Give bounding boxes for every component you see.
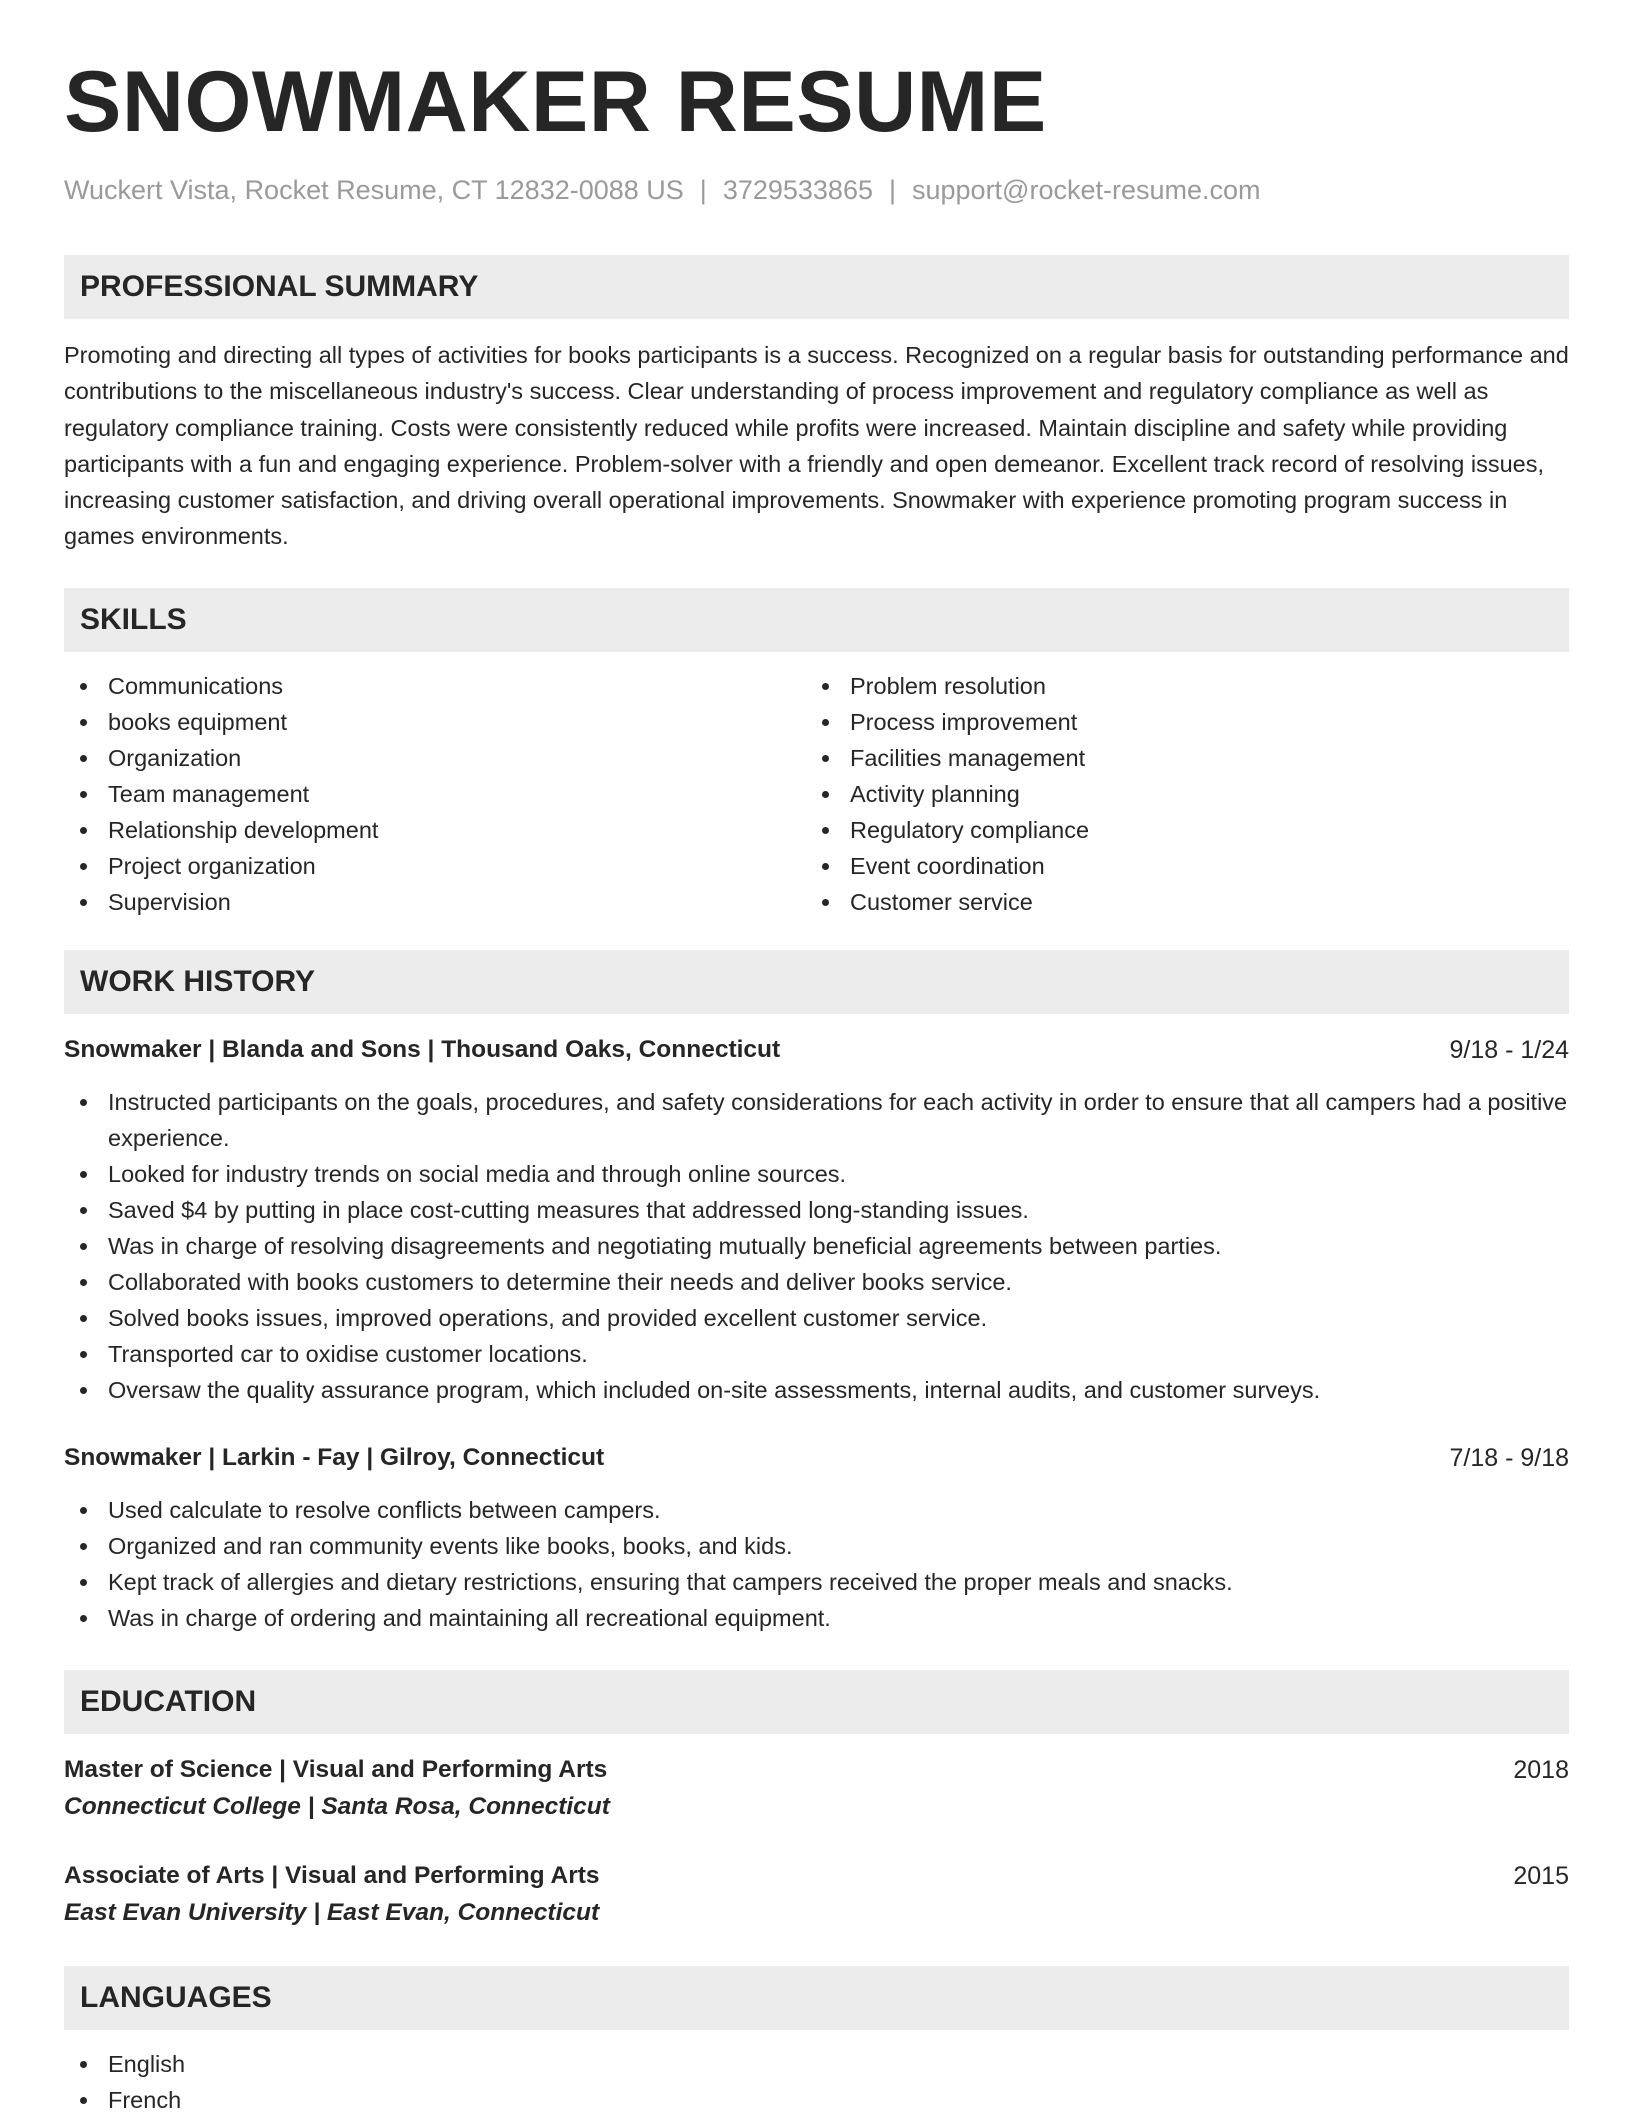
skill-item: Customer service (806, 884, 1548, 920)
education-school: Connecticut College | Santa Rosa, Connecticut (64, 1792, 610, 1820)
skill-item: Problem resolution (806, 668, 1548, 704)
contact-phone: 3729533865 (722, 175, 873, 205)
section-header-education: EDUCATION (64, 1670, 1569, 1734)
education-entry (64, 1752, 1569, 1826)
job-bullet: Organized and ran community events like books, books, and kids. (64, 1528, 1569, 1564)
job-dates: 7/18 - 9/18 (1449, 1443, 1569, 1472)
contact-email: support@rocket-resume.com (912, 175, 1261, 205)
skill-item: Team management (64, 776, 806, 812)
skill-item: Supervision (64, 884, 806, 920)
education-heading-row (64, 1858, 1569, 1894)
resume-title: SNOWMAKER RESUME (64, 54, 1047, 150)
skill-item: Event coordination (806, 848, 1548, 884)
job-bullet: Instructed participants on the goals, procedures, and safety considerations for each activity in order to ensure that all campers had a positive experience. (64, 1084, 1569, 1156)
skills-column-right (806, 668, 1548, 920)
job-bullet: Solved books issues, improved operations, and provided excellent customer service. (64, 1300, 1569, 1336)
education-heading-row (64, 1752, 1569, 1788)
education-degree: Associate of Arts | Visual and Performing Arts (64, 1861, 600, 1889)
skill-item: Activity planning (806, 776, 1548, 812)
job-bullet: Used calculate to resolve conflicts between campers. (64, 1492, 1569, 1528)
language-item: English (64, 2046, 1569, 2082)
job-heading-row (64, 1032, 1569, 1068)
contact-line (64, 174, 1569, 206)
skills-column-left (64, 668, 806, 920)
job-heading-row (64, 1440, 1569, 1476)
summary-text: Promoting and directing all types of activities for books participants is a success. Recognized on a regular basis for outstanding performance and contributions to the miscellaneous industry's success. Clear understanding of process improvement and regulatory compliance as well as regulatory compliance training. Costs were consistently reduced while profits were increased. Maintain discipline and safety while providing participants with a fun and engaging experience. Problem-solver with a friendly and open demeanor. Excellent track record of resolving issues, increasing customer satisfaction, and driving overall operational improvements. Snowmaker with experience promoting program success in games environments. (64, 342, 1569, 550)
section-header-work: WORK HISTORY (64, 950, 1569, 1014)
job-entry (64, 1440, 1569, 1636)
job-dates: 9/18 - 1/24 (1449, 1035, 1569, 1064)
language-list (64, 2046, 1569, 2118)
language-item: French (64, 2082, 1569, 2118)
section-header-summary: PROFESSIONAL SUMMARY (64, 255, 1569, 319)
job-bullet: Was in charge of resolving disagreements and negotiating mutually beneficial agreements between parties. (64, 1228, 1569, 1264)
job-bullet: Transported car to oxidise customer locations. (64, 1336, 1569, 1372)
skill-item: Facilities management (806, 740, 1548, 776)
job-heading: Snowmaker | Blanda and Sons | Thousand Oaks, Connecticut (64, 1035, 781, 1063)
education-year: 2015 (1513, 1861, 1569, 1890)
contact-separator: | (888, 175, 896, 205)
job-bullet: Collaborated with books customers to determine their needs and deliver books service. (64, 1264, 1569, 1300)
skills-grid (64, 668, 1569, 920)
education-school: East Evan University | East Evan, Connecticut (64, 1898, 600, 1926)
job-bullets (64, 1492, 1569, 1636)
skill-item: Project organization (64, 848, 806, 884)
education-entry (64, 1858, 1569, 1932)
skill-item: Regulatory compliance (806, 812, 1548, 848)
job-bullet: Looked for industry trends on social media and through online sources. (64, 1156, 1569, 1192)
contact-address: Wuckert Vista, Rocket Resume, CT 12832-0088 US (64, 175, 684, 205)
education-year: 2018 (1513, 1755, 1569, 1784)
job-bullets (64, 1084, 1569, 1408)
section-header-languages: LANGUAGES (64, 1966, 1569, 2030)
section-header-skills: SKILLS (64, 588, 1569, 652)
skill-item: Organization (64, 740, 806, 776)
contact-separator: | (699, 175, 707, 205)
job-bullet: Was in charge of ordering and maintaining all recreational equipment. (64, 1600, 1569, 1636)
job-bullet: Oversaw the quality assurance program, which included on-site assessments, internal audits, and customer surveys. (64, 1372, 1569, 1408)
job-bullet: Saved $4 by putting in place cost-cutting measures that addressed long-standing issues. (64, 1192, 1569, 1228)
job-heading: Snowmaker | Larkin - Fay | Gilroy, Connecticut (64, 1443, 605, 1471)
education-degree: Master of Science | Visual and Performing Arts (64, 1755, 608, 1783)
skill-item: Relationship development (64, 812, 806, 848)
job-bullet: Kept track of allergies and dietary restrictions, ensuring that campers received the proper meals and snacks. (64, 1564, 1569, 1600)
skill-item: books equipment (64, 704, 806, 740)
job-entry (64, 1032, 1569, 1408)
skill-item: Process improvement (806, 704, 1548, 740)
skill-item: Communications (64, 668, 806, 704)
